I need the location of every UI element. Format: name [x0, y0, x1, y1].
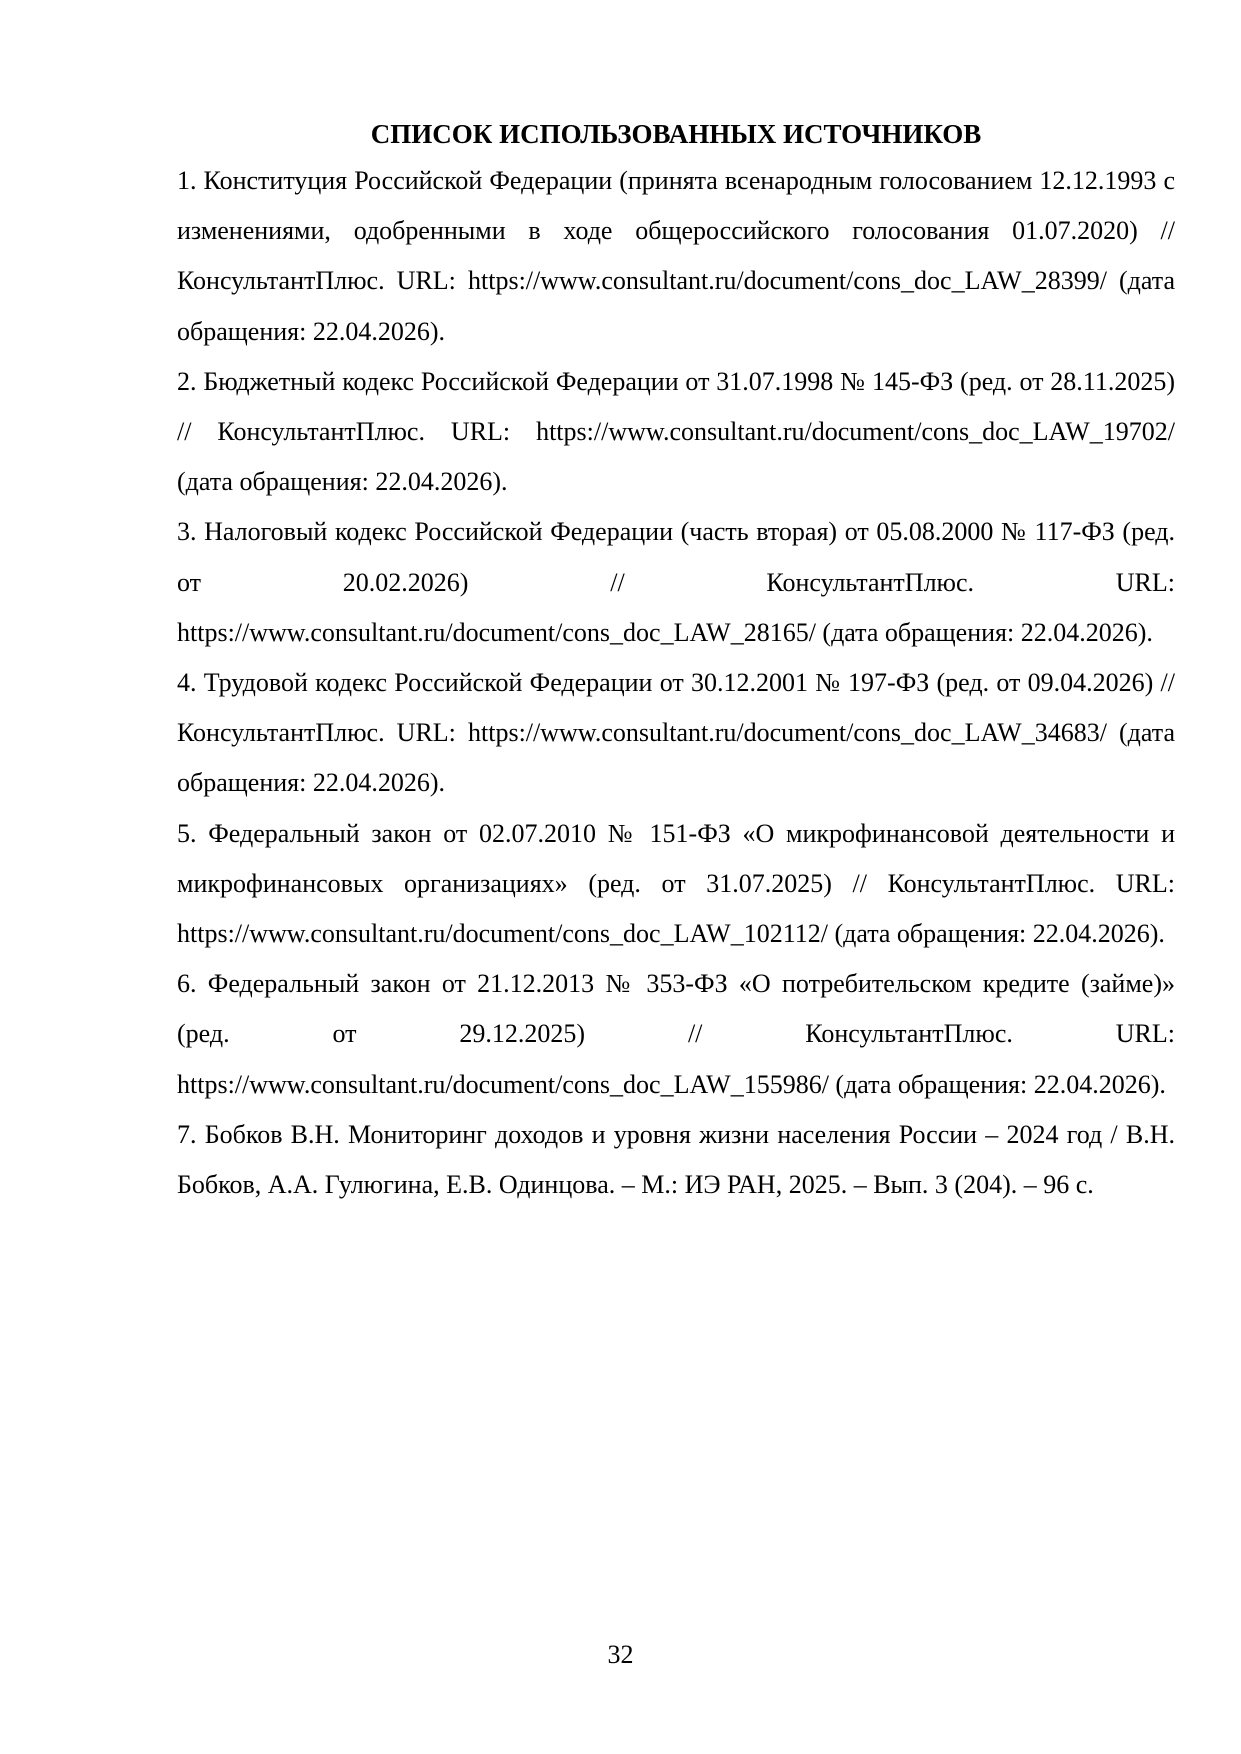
- reference-item-2: 2. Бюджетный кодекс Российской Федерации от 31.07.1998 № 145-ФЗ (ред. от 28.11.2025) // КонсультантПлюс. URL: https://www.consultant.ru/document/cons_doc_LAW_19702/ (дата обращения: 22.04.2026).: [177, 366, 1175, 497]
- reference-item-5: 5. Федеральный закон от 02.07.2010 № 151-ФЗ «О микрофинансовой деятельности и микрофинансовых организациях» (ред. от 31.07.2025) // КонсультантПлюс. URL: https://www.consultant.ru/document/cons_doc_LAW_102112/ (дата обращения: 22.04.2026).: [177, 818, 1175, 949]
- reference-item-4: 4. Трудовой кодекс Российской Федерации от 30.12.2001 № 197-ФЗ (ред. от 09.04.2026) // КонсультантПлюс. URL: https://www.consultant.ru/document/cons_doc_LAW_34683/ (дата обращения: 22.04.2026).: [177, 668, 1175, 798]
- page-title: СПИСОК ИСПОЛЬЗОВАННЫХ ИСТОЧНИКОВ: [370, 119, 982, 149]
- reference-item-7: 7. Бобков В.Н. Мониторинг доходов и уровня жизни населения России – 2024 год / В.Н. Бобков, А.А. Гулюгина, Е.В. Одинцова. – М.: ИЭ РАН, 2025. – Вып. 3 (204). – 96 с.: [177, 1119, 1175, 1200]
- reference-item-3: 3. Налоговый кодекс Российской Федерации (часть вторая) от 05.08.2000 № 117-ФЗ (ред. от 20.02.2026) // КонсультантПлюс. URL: https://www.consultant.ru/document/cons_doc_LAW_28165/ (дата обращения: 22.04.2026).: [177, 517, 1175, 647]
- page-content: [177, 113, 1175, 1210]
- reference-list: [177, 156, 1175, 1210]
- reference-item-6: 6. Федеральный закон от 21.12.2013 № 353-ФЗ «О потребительском кредите (займе)» (ред. от 29.12.2025) // КонсультантПлюс. URL: https://www.consultant.ru/document/cons_doc_LAW_155986/ (дата обращения: 22.04.2026).: [177, 969, 1175, 1099]
- page-number: 32: [607, 1640, 634, 1669]
- reference-item-1: 1. Конституция Российской Федерации (принята всенародным голосованием 12.12.1993 с изменениями, одобренными в ходе общероссийского голосования 01.07.2020) // КонсультантПлюс. URL: https://www.consultant.ru/document/cons_doc_LAW_28399/ (дата обращения: 22.04.2026).: [177, 166, 1175, 346]
